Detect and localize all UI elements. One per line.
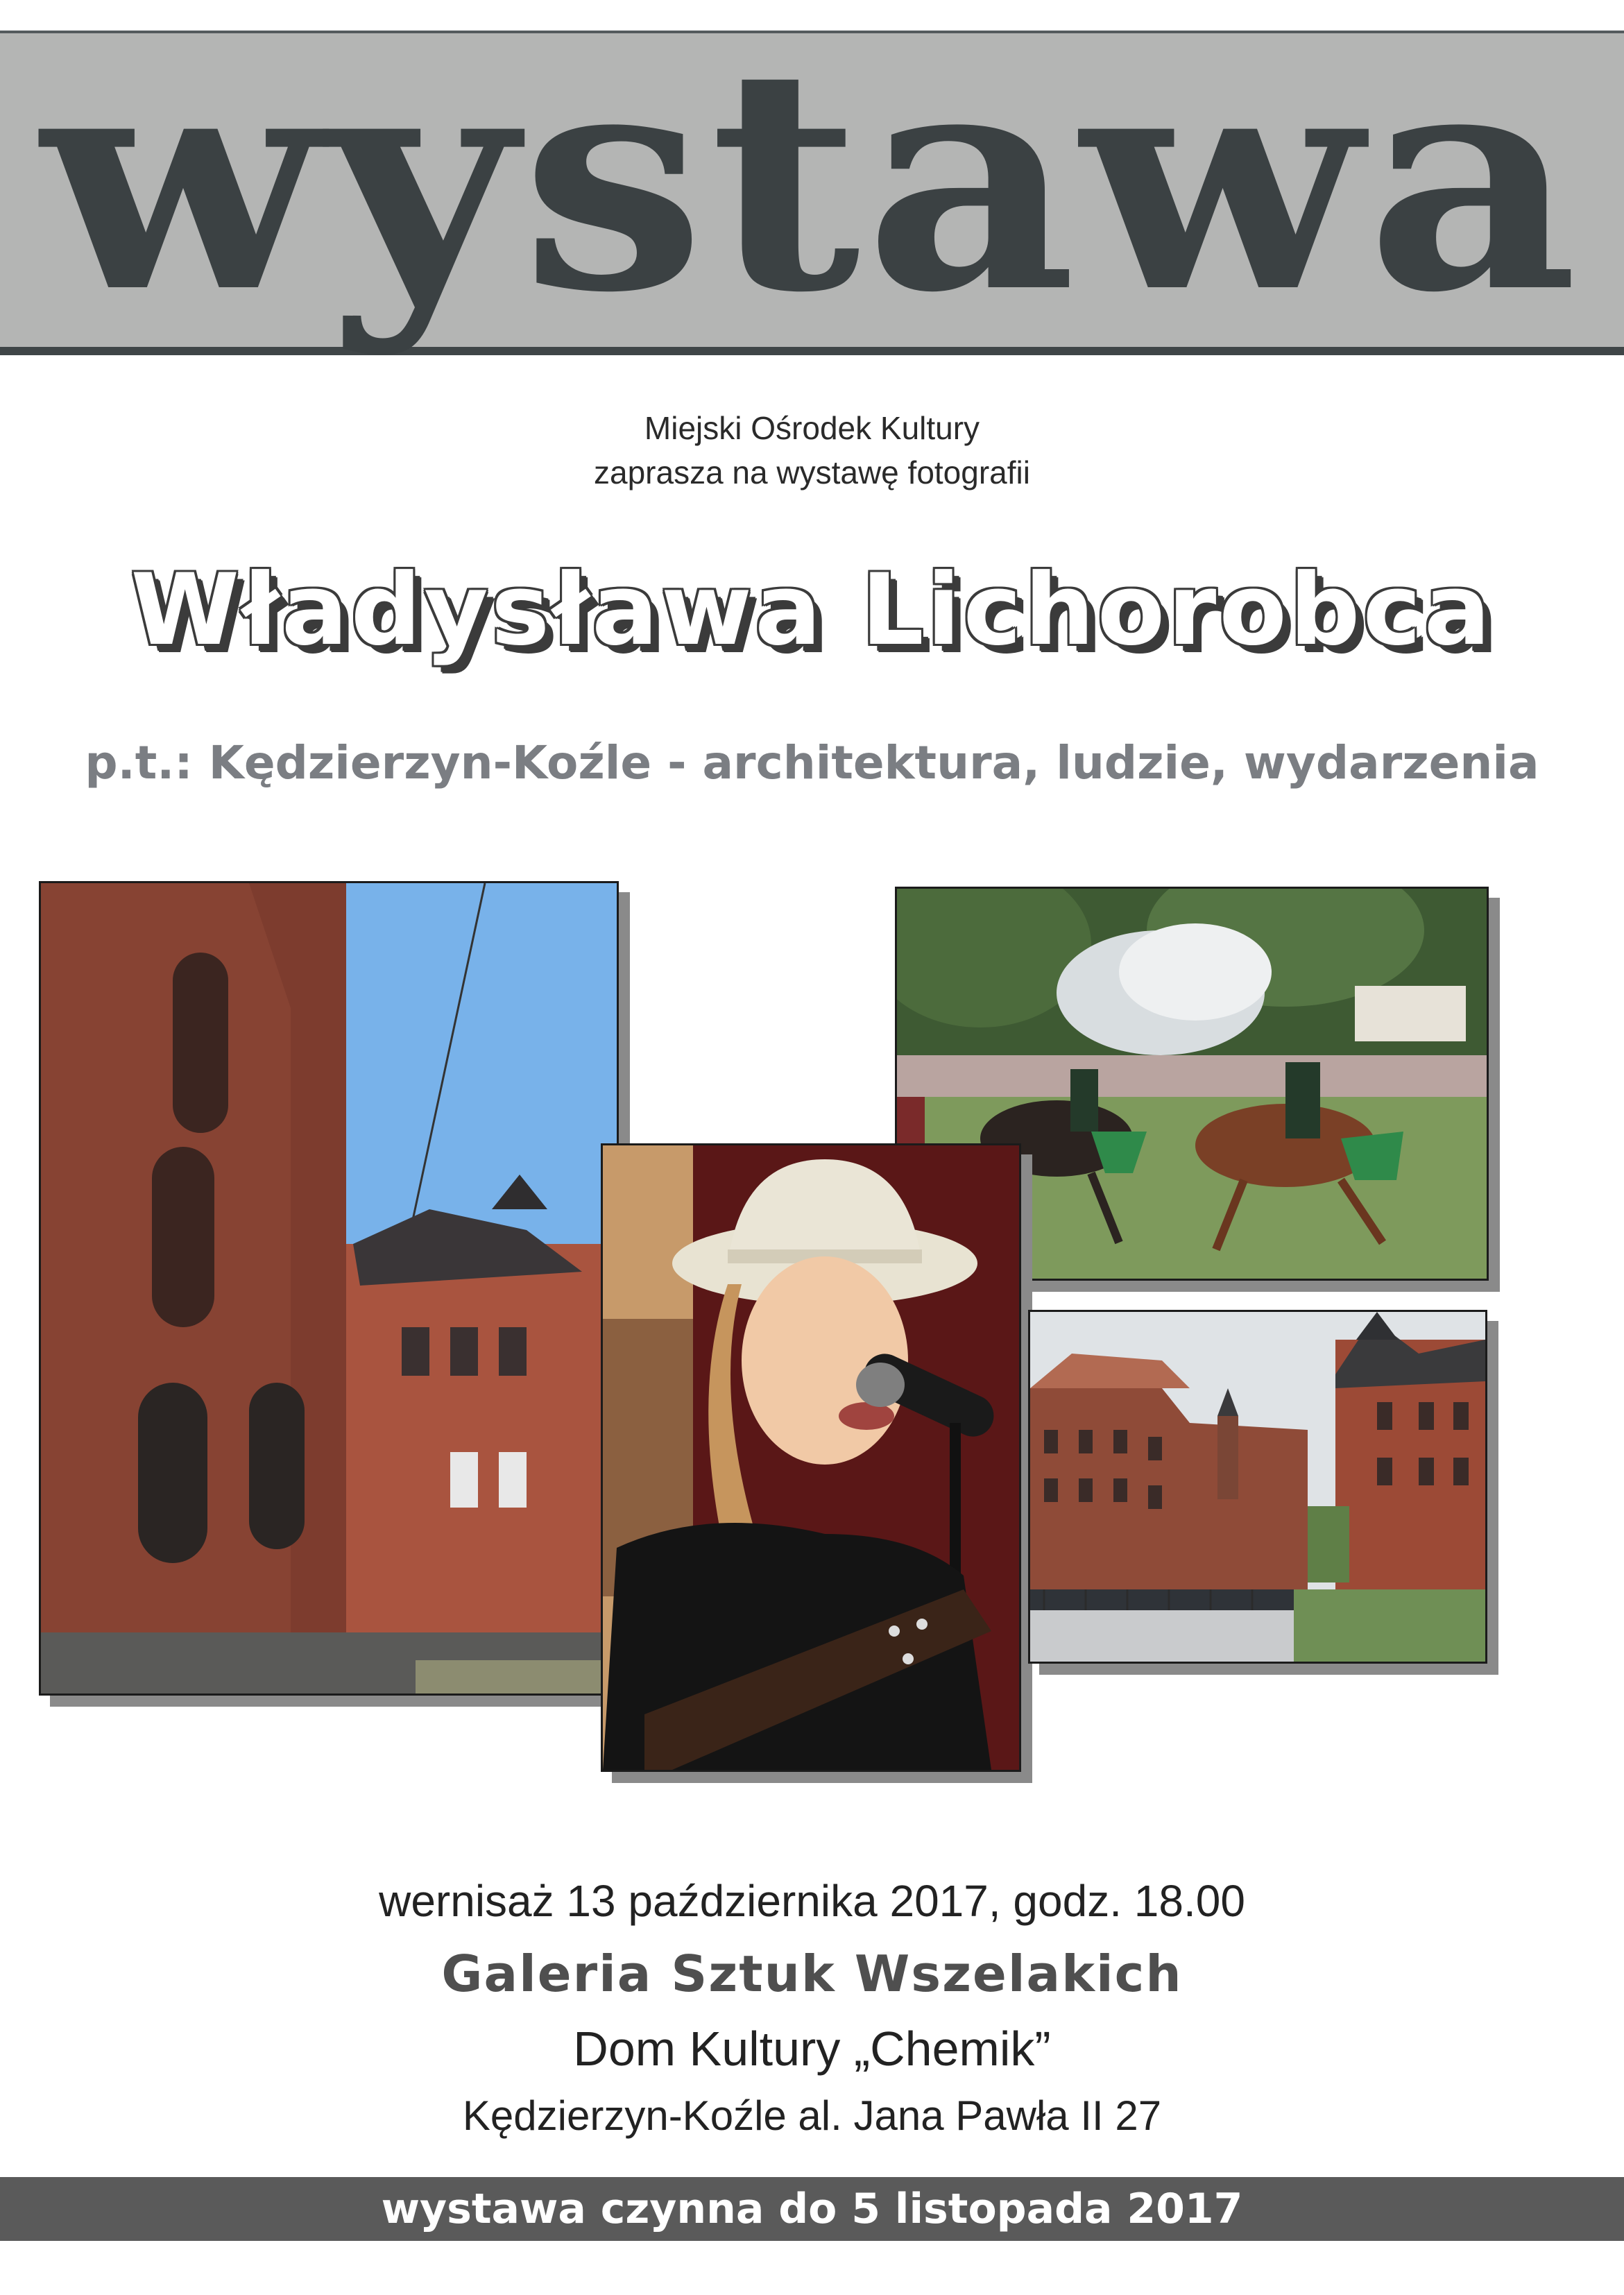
singer-portrait-photo xyxy=(601,1143,1021,1772)
poster-title: wystawa xyxy=(41,1,1583,359)
exhibition-subtitle: p.t.: Kędzierzyn-Koźle - architektura, ludzie, wydarzenia xyxy=(85,736,1539,790)
venue-address: Kędzierzyn-Koźle al. Jana Pawła II 27 xyxy=(462,2092,1162,2139)
author-name: Władysława Lichorobca xyxy=(130,553,1494,667)
street-buildings-photo xyxy=(1028,1310,1487,1664)
invitation-line: zaprasza na wystawę fotografii xyxy=(594,454,1030,490)
organizer-line: Miejski Ośrodek Kultury xyxy=(644,410,980,446)
gallery-name: Galeria Sztuk Wszelakich xyxy=(441,1945,1183,2003)
exhibition-closing-date: wystawa czynna do 5 listopada 2017 xyxy=(381,2185,1243,2233)
brick-building-photo xyxy=(39,881,619,1696)
opening-date: wernisaż 13 października 2017, godz. 18.00 xyxy=(379,1876,1245,1926)
culture-house-name: Dom Kultury „Chemik” xyxy=(573,2022,1051,2076)
